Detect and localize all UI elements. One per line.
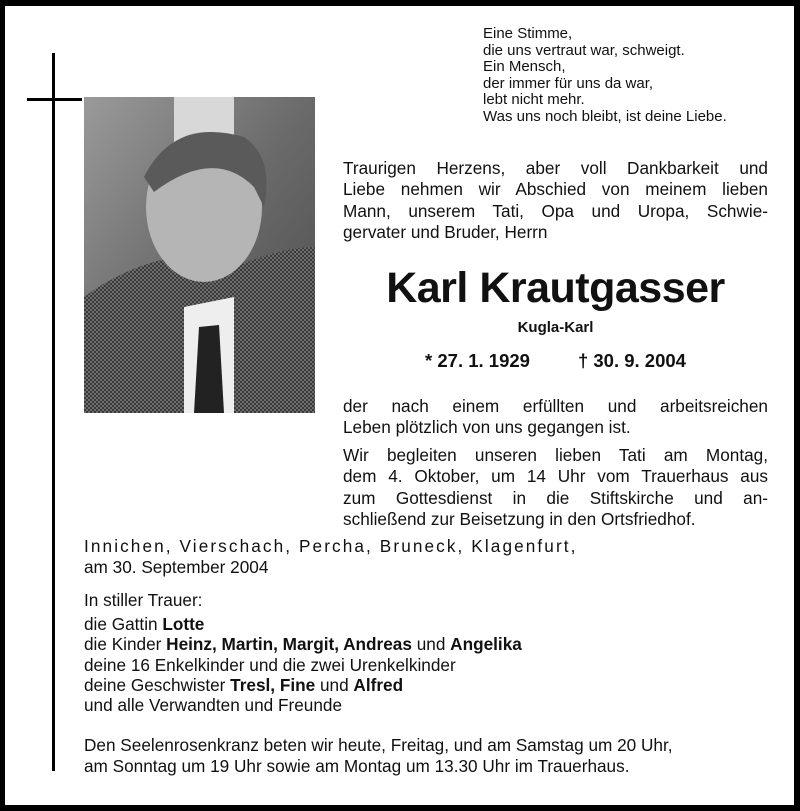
label: deine Geschwister (84, 674, 231, 695)
family-siblings (84, 675, 522, 695)
paragraph-line: Wir begleiten unseren lieben Tati am Montag, (343, 445, 768, 465)
intro-line: Mann, unserem Tati, Opa und Uropa, Schwie- (343, 200, 768, 221)
paragraph-line: schließend zur Beisetzung in den Ortsfriedhof. (343, 508, 696, 529)
label: die Gattin (84, 614, 163, 634)
portrait-photo (84, 97, 315, 413)
family-children (84, 634, 522, 654)
deceased-name: Karl Krautgasser (386, 264, 725, 312)
poem-line: Was uns noch bleibt, ist deine Liebe. (483, 107, 727, 125)
poem-line: Ein Mensch, (483, 58, 566, 76)
life-dates (343, 350, 768, 372)
label: die Kinder (84, 634, 167, 655)
poem-line: die uns vertraut war, schweigt. (483, 41, 685, 59)
places-line: Innichen, Vierschach, Percha, Bruneck, Klagenfurt, (84, 536, 578, 556)
poem (483, 26, 727, 126)
intro-line: Traurigen Herzens, aber voll Dankbarkeit und (343, 158, 768, 178)
cross-icon-vertical (52, 53, 55, 771)
intro-paragraph (343, 158, 768, 243)
siblings-last-name: Alfred (353, 674, 404, 695)
rosary-line: Den Seelenrosenkranz beten wir heute, Freitag, und am Samstag um 20 Uhr, (84, 735, 673, 755)
nickname: Kugla-Karl (517, 319, 594, 336)
poem-line: der immer für uns da war, (483, 74, 654, 92)
family-relatives: und alle Verwandten und Freunde (84, 695, 343, 716)
children-last-name: Angelika (450, 634, 522, 655)
mourning-heading: In stiller Trauer: (84, 590, 203, 610)
paragraph-line: dem 4. Oktober, um 14 Uhr vom Trauerhaus aus (343, 466, 768, 487)
birth-date: * 27. 1. 1929 (425, 350, 530, 371)
wife-name: Lotte (162, 614, 205, 634)
siblings-names: Tresl, Fine (230, 674, 316, 695)
paragraph-line: der nach einem erfüllten und arbeitsreichen (343, 396, 768, 416)
conjunction: und (315, 674, 354, 695)
paragraph-line: Leben plötzlich von uns gegangen ist. (343, 417, 631, 438)
passing-paragraph (343, 396, 768, 439)
family-list (84, 614, 522, 715)
poem-line: Eine Stimme, (483, 25, 573, 42)
conjunction: und (411, 634, 451, 655)
intro-line: gervater und Bruder, Herrn (343, 221, 548, 242)
family-wife (84, 614, 522, 634)
children-names: Heinz, Martin, Margit, Andreas (166, 634, 412, 655)
date-line: am 30. September 2004 (84, 557, 269, 577)
rosary-line: am Sonntag um 19 Uhr sowie am Montag um 13.30 Uhr im Trauerhaus. (84, 756, 630, 776)
family-grandchildren: deine 16 Enkelkinder und die zwei Urenkelkinder (84, 654, 456, 675)
poem-line: lebt nicht mehr. (483, 91, 585, 109)
paragraph-line: zum Gottesdienst in die Stiftskirche und an- (343, 487, 768, 508)
intro-line: Liebe nehmen wir Abschied von meinem lieben (343, 179, 768, 200)
cross-icon-horizontal (27, 98, 82, 101)
funeral-paragraph (343, 445, 768, 530)
rosary-announcement (84, 735, 673, 777)
death-date: † 30. 9. 2004 (577, 350, 686, 371)
